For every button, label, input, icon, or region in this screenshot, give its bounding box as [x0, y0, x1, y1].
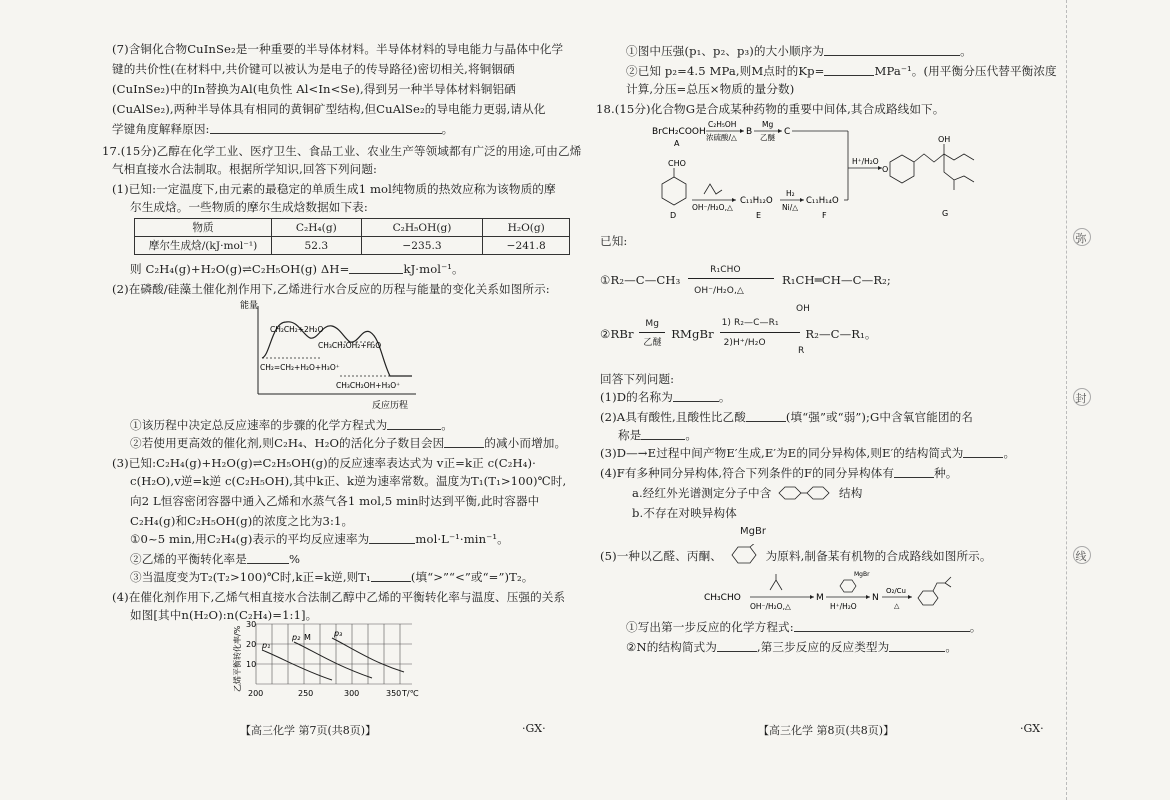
synthesis-scheme — [652, 118, 1012, 230]
q18-1 — [600, 390, 731, 404]
q17-2-sub2-tail: 的减小而增加。 — [484, 436, 567, 450]
product-enone-icon — [933, 577, 951, 591]
q17-3-sub3-tail: (填“>”“<”或“=”)T₂。 — [410, 570, 534, 584]
y-tick-label: 20 — [246, 640, 257, 649]
route-step3-top: O₂/Cu — [886, 587, 906, 595]
energy-label: CH₃CH₂OH₂+H₂O — [318, 341, 382, 350]
q18-4 — [600, 466, 957, 480]
y-axis-label: 乙烯平衡转化率/% — [233, 625, 242, 692]
q17-4-sub2 — [626, 64, 1057, 78]
q18-5 — [600, 544, 992, 566]
q18-2-tail: (填“强”或“弱”);G中含氧官能团的名 — [785, 410, 973, 424]
q17-2-sub2-text: ②若使用更高效的催化剂,则C₂H₄、H₂O的活化分子数目会因 — [130, 436, 445, 450]
mgbr-label: MgBr — [740, 526, 766, 537]
aldehyde-group: CHO — [668, 159, 686, 168]
reagent: H⁺/H₂O — [852, 157, 879, 166]
right-footer-mark: ·GX· — [1020, 722, 1044, 735]
q17-3-sub1-blank[interactable] — [369, 532, 415, 544]
q18-1-period: 。 — [718, 390, 731, 404]
reagent: 乙醚 — [760, 133, 775, 142]
compound-f: C₁₁H₁₄O — [806, 196, 839, 206]
known-label: 已知: — [600, 234, 628, 248]
table-header: C₂H₄(g) — [272, 219, 362, 237]
x-tick-label: 300 — [344, 689, 360, 698]
acetone-icon — [704, 184, 722, 194]
margin-char: 弥 — [1075, 232, 1087, 245]
x-tick-label: 250 — [298, 689, 314, 698]
q18-5-sub2-blank-2[interactable] — [889, 640, 945, 652]
table-row-label: 摩尔生成焓/(kJ·mol⁻¹) — [135, 237, 272, 255]
q18-2-period: 。 — [685, 428, 698, 442]
q17-3-sub1 — [130, 532, 509, 546]
q18-intro: 18.(15分)化合物G是合成某种药物的重要中间体,其合成路线如下。 — [596, 102, 945, 116]
q17-1-blank[interactable] — [349, 262, 403, 274]
q18-5-sub1-period: 。 — [969, 620, 982, 634]
q17-4-sub2-blank[interactable] — [824, 64, 874, 76]
compound-a-label: A — [674, 139, 680, 148]
y-tick-label: 10 — [246, 660, 257, 669]
binding-margin — [1066, 0, 1103, 800]
q7-line-4: (CuAlSe₂),两种半导体具有相同的黄铜矿型结构,但CuAlSe₂的导电能力更弱,请从化 — [112, 102, 546, 116]
q17-1-answer-line — [130, 262, 464, 276]
q7-period: 。 — [441, 122, 454, 136]
q18-1-text: (1)D的名称为 — [600, 390, 673, 404]
known2-oh: OH — [796, 304, 810, 314]
acetone-icon — [770, 574, 782, 590]
route-step1: OH⁻/H₂O,△ — [750, 602, 791, 611]
energy-ylabel: 能量 — [240, 301, 259, 311]
q17-4-sub2-tail: MPa⁻¹。(用平衡分压代替平衡浓度 — [874, 64, 1057, 78]
table-header-row — [135, 219, 570, 237]
known2-step1: 1) R₂—C—R₁ — [721, 318, 779, 328]
q17-4-sub1-blank[interactable] — [824, 44, 960, 56]
known1-arrow — [684, 265, 778, 296]
q17-3-sub3 — [130, 570, 533, 584]
route-mgbr: MgBr — [854, 571, 870, 578]
compound-a: BrCH₂COOH — [652, 127, 706, 137]
known-reaction-2 — [600, 318, 877, 348]
reagent: C₂H₅OH — [708, 120, 737, 129]
known1-reagent-top: R₁CHO — [710, 265, 741, 275]
q18-2-text: (2)A具有酸性,且酸性比乙酸 — [600, 410, 746, 424]
product-ring-icon — [918, 591, 938, 605]
route-n: N — [872, 593, 879, 603]
q18-5-text: (5)一种以乙醛、丙酮、 — [600, 549, 722, 563]
q17-3-line-3: 向2 L恒容密闭容器中通入乙烯和水蒸气各1 mol,5 min时达到平衡,此时容器中 — [130, 494, 540, 508]
q18-2-cont-text: 称是 — [618, 428, 642, 442]
q17-2-sub1-blank[interactable] — [387, 418, 441, 430]
y-tick-label: 30 — [246, 620, 257, 629]
biphenyl-ring-icon — [775, 486, 835, 500]
q18-4-text: (4)F有多种同分异构体,符合下列条件的F的同分异构体有 — [600, 466, 895, 480]
energy-label: CH₂=CH₂+H₂O+H₃O⁺ — [260, 363, 340, 372]
q17-2-sub1-period: 。 — [441, 418, 453, 432]
q18-2 — [600, 410, 973, 424]
route-step3-bot: △ — [894, 602, 900, 610]
q18-5-sub2-blank-1[interactable] — [717, 640, 757, 652]
q18-5-sub2 — [626, 640, 957, 654]
q18-2-blank-2[interactable] — [641, 428, 685, 440]
q17-4-sub2-cont: 计算,分压=总压×物质的量分数) — [626, 82, 795, 96]
q17-4-sub1 — [626, 44, 972, 58]
q17-line-3: (1)已知:一定温度下,由元素的最稳定的单质生成1 mol纯物质的热效应称为该物质的摩 — [112, 182, 556, 196]
q18-2-cont — [618, 428, 697, 442]
route-step2: H⁺/H₂O — [830, 602, 857, 611]
known2-product: R₂—C—R₁。 — [805, 327, 877, 341]
q18-5-sub1-blank[interactable] — [794, 620, 970, 632]
reagent: OH⁻/H₂O,△ — [692, 203, 733, 212]
q7-line-3: (CuInSe₂)中的In替换为Al(电负性 Al<In<Se),得到另一种半导体材料铜铝硒 — [112, 82, 516, 96]
q18-4-blank[interactable] — [894, 466, 934, 478]
q18-3-period: 。 — [1003, 446, 1016, 460]
q17-3-sub1-unit: mol·L⁻¹·min⁻¹。 — [415, 532, 509, 546]
known2-reagent-top: Mg — [645, 319, 660, 329]
reagent: Mg — [762, 120, 774, 129]
q17-4-sub1-period: 。 — [960, 44, 972, 58]
q18-5-tail: 为原料,制备某有机物的合成路线如图所示。 — [765, 549, 992, 563]
q7-line-1: (7)含铜化合物CuInSe₂是一种重要的半导体材料。半导体材料的导电能力与晶体中化学 — [112, 42, 564, 56]
known1-reactant: ①R₂—C—CH₃ — [600, 273, 681, 287]
known2-grignard: RMgBr — [671, 327, 714, 341]
q17-3-sub3-text: ③当温度变为T₂(T₂>100)℃时,k正=k逆,则T₁ — [130, 570, 371, 584]
benzene-ring-icon — [662, 177, 686, 205]
q18-5-sub2-tail: ,第三步反应的反应类型为 — [756, 640, 890, 654]
q18-3 — [600, 446, 1015, 460]
energy-label: CH₂CH₂+2H₂O — [270, 325, 324, 334]
synthesis-route — [704, 566, 964, 612]
q18-3-text: (3)D—→E过程中间产物E′生成,E′为E的同分异构体,则E′的结构简式为 — [600, 446, 964, 460]
known2-r: R — [798, 346, 805, 356]
curve-label: p₂ — [292, 633, 301, 642]
right-footer: 【高三化学 第8页(共8页)】 — [758, 724, 895, 737]
table-row — [135, 237, 570, 255]
q17-3-sub2-blank[interactable] — [247, 552, 289, 564]
compound-e: C₁₁H₁₂O — [740, 196, 773, 206]
table-cell: 52.3 — [272, 237, 362, 255]
conversion-chart — [232, 618, 422, 702]
table-header: C₂H₅OH(g) — [361, 219, 483, 237]
q17-4-sub1-text: ①图中压强(p₁、p₂、p₃)的大小顺序为 — [626, 44, 825, 58]
known2-reactant: ②RBr — [600, 327, 634, 341]
compound-f-label: F — [822, 211, 827, 220]
reagent: H₂ — [786, 189, 795, 198]
q7-line-5 — [112, 122, 453, 136]
q17-3-line-2: c(H₂O),v逆=k逆 c(C₂H₅OH),其中k正、k逆为速率常数。温度为T₁(T₁>100)℃时, — [130, 474, 567, 488]
q17-line-1: 17.(15分)乙醇在化学工业、医疗卫生、食品工业、农业生产等领域都有广泛的用途,可由乙烯 — [102, 144, 582, 158]
compound-c: C — [784, 127, 791, 137]
route-m: M — [816, 593, 824, 603]
questions-intro: 回答下列问题: — [600, 372, 675, 386]
known-reaction-1 — [600, 265, 891, 296]
known2-reagent-bot: 乙醚 — [643, 338, 662, 348]
compound-b: B — [746, 127, 753, 137]
curve-label: p₃ — [334, 629, 343, 638]
x-tick-label: 200 — [248, 689, 264, 698]
curve-p1 — [262, 650, 332, 680]
enthalpy-table — [134, 218, 570, 255]
route-start: CH₃CHO — [704, 593, 741, 603]
curve-p2 — [294, 642, 372, 678]
q18-4-cond-b: b.不存在对映异构体 — [632, 506, 737, 520]
q17-2-intro: (2)在磷酸/硅藻土催化剂作用下,乙烯进行水合反应的历程与能量的变化关系如图所示: — [112, 282, 550, 296]
margin-char: 封 — [1075, 392, 1087, 405]
known1-reagent-bot: OH⁻/H₂O,△ — [694, 286, 744, 296]
q18-4-unit: 种。 — [934, 466, 958, 480]
known2-arrow-1 — [637, 319, 667, 348]
reagent: 浓硫酸/△ — [706, 133, 737, 142]
left-footer: 【高三化学 第7页(共8页)】 — [240, 724, 377, 737]
g-ester — [944, 154, 974, 190]
margin-char: 线 — [1075, 550, 1087, 563]
q17-3-sub2-text: ②乙烯的平衡转化率是 — [130, 552, 247, 566]
curve-label: M — [304, 633, 311, 642]
q17-2-sub2 — [130, 436, 566, 450]
known1-product: R₁CH═CH—C—R₂; — [781, 273, 891, 287]
q17-3-sub3-blank[interactable] — [371, 570, 411, 582]
energy-label: CH₃CH₂OH+H₃O⁺ — [336, 381, 401, 390]
q17-3-line-4: C₂H₄(g)和C₂H₅OH(g)的浓度之比为3:1。 — [130, 514, 354, 528]
q17-3-sub1-text: ①0~5 min,用C₂H₄(g)表示的平均反应速率为 — [130, 532, 370, 546]
q17-3-sub2 — [130, 552, 300, 566]
q17-1-equation: 则 C₂H₄(g)+H₂O(g)⇌C₂H₅OH(g) ΔH= — [130, 262, 350, 276]
left-footer-mark: ·GX· — [522, 722, 546, 735]
phenyl-mgbr-icon — [726, 544, 762, 566]
ether-oxygen: O — [882, 165, 889, 174]
q17-line-4: 尔生成焓。一些物质的摩尔生成焓数据如下表: — [130, 200, 368, 214]
q18-5-sub2-period: 。 — [945, 640, 958, 654]
phenyl-mgbr-icon — [840, 580, 856, 592]
q7-line-5-text: 学键角度解释原因: — [112, 122, 210, 136]
q18-4-cond-a — [632, 486, 862, 500]
x-axis-label: T/℃ — [402, 689, 419, 698]
known2-arrow-2 — [718, 318, 802, 348]
q17-4-line-1: (4)在催化剂作用下,乙烯气相直接水合法制乙醇中乙烯的平衡转化率与温度、压强的关系 — [112, 590, 566, 604]
q18-2-blank-1[interactable] — [746, 410, 786, 422]
q17-4-sub2-text: ②已知 p₂=4.5 MPa,则M点时的Kp= — [626, 64, 825, 78]
q18-5-sub1 — [626, 620, 981, 634]
q18-1-blank[interactable] — [673, 390, 719, 402]
energy-diagram — [240, 298, 420, 414]
q17-2-sub1-text: ①该历程中决定总反应速率的步骤的化学方程式为 — [130, 418, 388, 432]
q17-3-sub2-unit: % — [288, 552, 301, 566]
q18-5-sub2-text: ②N的结构简式为 — [626, 640, 717, 654]
reagent: Ni/△ — [782, 203, 798, 212]
compound-g-label: G — [942, 209, 949, 218]
compound-d-label: D — [670, 211, 677, 220]
table-cell: −235.3 — [361, 237, 483, 255]
q18-5-sub1-text: ①写出第一步反应的化学方程式: — [626, 620, 794, 634]
x-tick-label: 350 — [386, 689, 402, 698]
q18-4-cond-a-tail: 结构 — [839, 486, 863, 500]
benzene-ring-icon — [890, 155, 914, 183]
q17-1-unit: kJ·mol⁻¹。 — [403, 262, 464, 276]
q17-2-sub1 — [130, 418, 453, 432]
curve-label: p₁ — [262, 641, 271, 650]
hydroxyl: OH — [938, 135, 951, 144]
table-cell: −241.8 — [483, 237, 570, 255]
q17-2-sub2-blank[interactable] — [444, 436, 484, 448]
table-header: 物质 — [135, 219, 272, 237]
compound-e-label: E — [756, 211, 762, 220]
q7-line-2: 键的共价性(在材料中,共价键可以被认为是电子的传导路径)密切相关,将铜铟硒 — [112, 62, 515, 76]
q7-answer-blank[interactable] — [210, 122, 442, 134]
q17-4-line-2: 如图[其中n(H₂O):n(C₂H₄)=1:1]。 — [130, 608, 318, 622]
q18-3-blank[interactable] — [963, 446, 1003, 458]
q17-3-line-1: (3)已知:C₂H₄(g)+H₂O(g)⇌C₂H₅OH(g)的反应速率表达式为 v正=k正 c(C₂H₄)· — [112, 456, 536, 470]
known2-step2: 2)H⁺/H₂O — [723, 338, 766, 348]
q18-4-cond-a-text: a.经红外光谱测定分子中含 — [632, 486, 772, 500]
q17-line-2: 气相直接水合法制取。根据所学知识,回答下列问题: — [112, 162, 378, 176]
table-header: H₂O(g) — [483, 219, 570, 237]
energy-xlabel: 反应历程 — [372, 401, 409, 411]
